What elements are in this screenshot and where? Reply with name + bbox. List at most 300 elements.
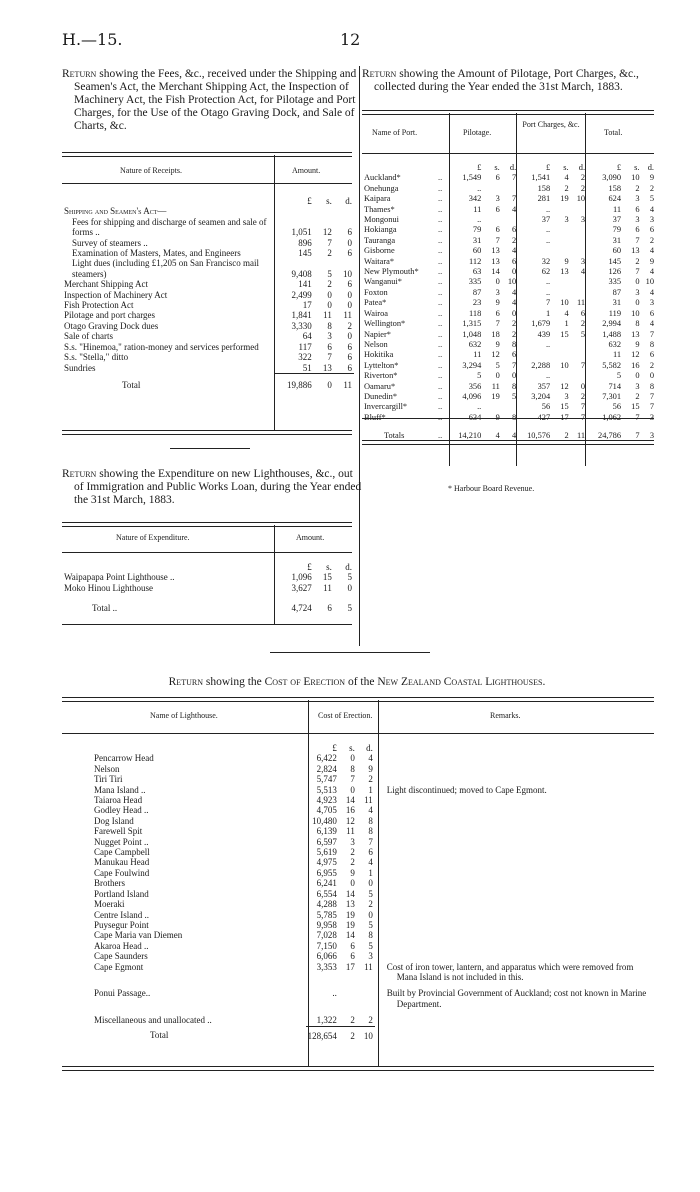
pil-row-leader: .. xyxy=(438,246,443,256)
fees-row-pence: 6 xyxy=(347,352,352,363)
expenditure-col-amount: Amount. xyxy=(296,533,325,542)
fees-row xyxy=(62,310,354,320)
pil-row-p-2: 6 xyxy=(512,225,517,235)
pil-row-port: Auckland* xyxy=(364,173,401,183)
fees-row-pence: 10 xyxy=(343,268,352,279)
lh-row-pounds: .. xyxy=(332,988,337,999)
pil-row-leader: .. xyxy=(438,287,443,297)
lh-row-gap xyxy=(375,910,385,920)
lh-currency-row xyxy=(92,743,654,753)
pil-row-p-2: 0 xyxy=(512,267,517,277)
pil-row-p-1: 6 xyxy=(495,308,500,318)
pil-row-t-2: 8 xyxy=(649,381,654,391)
pil-row-p-2: 2 xyxy=(512,319,517,329)
pil-row-c-1 xyxy=(552,340,571,350)
pil-row-p-2: 2 xyxy=(512,329,517,339)
lh-currency-2: d. xyxy=(366,743,373,753)
fees-row-shillings: 0 xyxy=(327,300,332,311)
pil-row-t-0: 87 xyxy=(612,287,622,297)
pil-row-c-2: 7 xyxy=(580,360,586,370)
lh-row-name: Ponui Passage.. xyxy=(94,988,151,999)
pil-row-c-1: 19 xyxy=(560,194,569,204)
pil-row-p-1: 6 xyxy=(495,225,500,235)
pil-totals-label: Totals xyxy=(384,431,405,441)
fees-row-shillings: 5 xyxy=(327,268,332,279)
pil-row-p-0: 87 xyxy=(472,287,482,297)
pil-row xyxy=(362,319,656,329)
lh-row xyxy=(92,826,654,836)
lh-row-gap xyxy=(375,889,385,899)
lh-row-remark: Built by Provincial Government of Auckland; cost not known in Marine Department. xyxy=(386,988,647,1009)
lh-row-pounds: 5,785 xyxy=(316,909,337,920)
lh-row-name: Tiri Tiri xyxy=(94,774,123,785)
lh-row xyxy=(92,774,654,784)
lh-row-pence: 4 xyxy=(368,857,373,868)
pilotage-col-port-charges: Port Charges, &c. xyxy=(522,120,580,129)
lh-row xyxy=(92,753,654,763)
pil-row-leader: .. xyxy=(438,391,443,401)
lh-row-pounds: 7,150 xyxy=(316,940,337,951)
lh-currency-0: £ xyxy=(332,743,337,753)
pil-row-t-2: 6 xyxy=(649,350,654,360)
lh-row xyxy=(92,857,654,867)
lighthouse-col-cost: Cost of Erection. xyxy=(318,711,373,720)
pil-row-p-2 xyxy=(502,215,518,225)
lh-row-pounds: 6,597 xyxy=(316,836,337,847)
lh-row-pence: 7 xyxy=(368,836,373,847)
exp-currency-2: d. xyxy=(345,562,352,572)
lh-row-remark xyxy=(385,805,654,815)
lh-row xyxy=(92,816,654,826)
exp-total-pounds: 4,724 xyxy=(291,603,312,614)
lh-row xyxy=(92,878,654,888)
lh-row-gap xyxy=(375,868,385,878)
exp-total-row xyxy=(62,593,354,613)
pil-row xyxy=(362,330,656,340)
column-divider xyxy=(359,66,360,646)
pil-currency-1-2: d. xyxy=(578,163,586,172)
pil-row-t-0: 11 xyxy=(612,350,622,360)
lh-row-pence: 9 xyxy=(368,763,373,774)
pil-row-c-2 xyxy=(571,340,587,350)
pil-row xyxy=(362,225,656,235)
pil-row-c-0: 32 xyxy=(541,256,551,266)
lh-total-label: Total xyxy=(150,1030,169,1041)
pil-row-t-0: 624 xyxy=(608,194,622,204)
fees-row-shillings: 3 xyxy=(327,331,332,342)
lh-row-shillings: 6 xyxy=(350,951,355,962)
pil-row-c-2: 3 xyxy=(580,215,586,225)
pil-row-p-1: 0 xyxy=(495,277,500,287)
pil-row xyxy=(362,350,656,360)
pil-row-c-1: 2 xyxy=(564,183,569,193)
fees-row xyxy=(62,217,354,238)
pil-row-p-1: 5 xyxy=(495,360,500,370)
lh-row xyxy=(92,899,654,909)
pil-totals-t-2: 3 xyxy=(649,431,654,441)
pil-row-p-2: 7 xyxy=(512,360,517,370)
lh-row-gap xyxy=(375,795,385,805)
pil-row-c-2 xyxy=(571,246,587,256)
lh-row-pence: 5 xyxy=(368,888,373,899)
lh-row-pence: 2 xyxy=(368,774,373,785)
pil-row-port: Waitara* xyxy=(364,256,395,266)
pil-row-t-2: 3 xyxy=(649,298,654,308)
pilotage-totals-rule xyxy=(362,418,654,419)
pil-currency-0-1: s. xyxy=(494,163,500,172)
pil-row-c-0: 56 xyxy=(541,402,551,412)
fees-row-pounds: 17 xyxy=(302,300,312,311)
lh-row-pounds: 6,554 xyxy=(316,888,337,899)
lh-row-pence: 8 xyxy=(368,815,373,826)
pil-row-p-2 xyxy=(502,402,518,412)
pil-row-c-0: 62 xyxy=(541,267,551,277)
lh-row-name: Moeraki xyxy=(94,899,125,910)
pil-row-t-1: 10 xyxy=(631,308,640,318)
pil-row-p-0: 1,315 xyxy=(462,319,482,329)
fees-currency-2: d. xyxy=(345,196,352,206)
lh-row xyxy=(92,889,654,899)
pil-row-t-1: 9 xyxy=(635,339,640,349)
fees-row-pence: 6 xyxy=(347,279,352,290)
pil-row-t-2: 6 xyxy=(649,308,654,318)
pil-row-leader: .. xyxy=(438,298,443,308)
pil-row-port: Wanganui* xyxy=(364,277,402,287)
pil-row-p-0: 79 xyxy=(472,225,482,235)
pil-row-c-1: 4 xyxy=(564,173,569,183)
pil-row-t-2: 9 xyxy=(649,173,654,183)
pil-row-leader: .. xyxy=(438,371,443,381)
lh-row-pence: 0 xyxy=(368,909,373,920)
pil-row-p-1 xyxy=(483,184,502,194)
pil-row-p-0: 1,048 xyxy=(462,329,482,339)
pil-row-c-0: 439 xyxy=(537,329,551,339)
expenditure-table xyxy=(62,562,354,614)
fees-row-pounds: 64 xyxy=(302,331,312,342)
lh-row-gap xyxy=(375,753,385,763)
lh-row xyxy=(92,910,654,920)
lh-row-remark xyxy=(385,1009,654,1026)
fees-row-shillings: 2 xyxy=(327,248,332,259)
exp-currency-row xyxy=(62,562,354,572)
exp-total-label: Total .. xyxy=(92,603,118,614)
lh-row-remark xyxy=(385,941,654,951)
fees-row-pence: 2 xyxy=(347,320,352,331)
lh-row-remark: Light discontinued; moved to Cape Egmont. xyxy=(386,784,547,795)
lh-row xyxy=(92,837,654,847)
fees-row xyxy=(62,352,354,362)
expenditure-top-rule xyxy=(62,522,352,527)
fees-row-pounds: 9,408 xyxy=(291,268,312,279)
pil-row xyxy=(362,288,656,298)
lh-row-pence: 8 xyxy=(368,826,373,837)
fees-row-pounds: 322 xyxy=(298,352,312,363)
pil-row xyxy=(362,184,656,194)
lh-row-pence: 6 xyxy=(368,847,373,858)
lh-row-pounds: 5,747 xyxy=(316,774,337,785)
pil-row-c-0 xyxy=(518,246,552,256)
fees-total-pence: 11 xyxy=(334,373,354,390)
pilotage-top-rule xyxy=(362,110,654,115)
pil-row-leader: .. xyxy=(438,267,443,277)
pil-row-t-1: 3 xyxy=(635,194,640,204)
exp-row-pounds: 1,096 xyxy=(291,572,312,583)
pil-row-p-1: 6 xyxy=(495,204,500,214)
lh-row-remark xyxy=(385,889,654,899)
fees-row-label: Survey of steamers .. xyxy=(72,237,148,248)
pil-row-c-2 xyxy=(571,350,587,360)
lighthouse-col-remarks: Remarks. xyxy=(490,711,521,720)
pil-row-p-1: 3 xyxy=(495,194,500,204)
pil-row-port: Gisborne xyxy=(364,246,395,256)
lh-row-remark: Cost of iron tower, lantern, and apparatus which were removed from Mana Island is not included in this. xyxy=(386,961,634,982)
lh-row-gap xyxy=(375,847,385,857)
pil-row-c-2: 2 xyxy=(580,391,586,401)
lh-row-name: Akaroa Head .. xyxy=(94,940,149,951)
lh-row-remark xyxy=(385,930,654,940)
pilotage-title: Return showing the Amount of Pilotage, Port Charges, &c., collected during the Year ended the 31st March, 1883. xyxy=(362,68,639,93)
lh-row-shillings: 19 xyxy=(345,909,355,920)
exp-total-pence: 5 xyxy=(347,603,352,614)
fees-currency-0: £ xyxy=(307,196,312,206)
expenditure-col-nature: Nature of Expenditure. xyxy=(116,533,190,542)
pil-row-leader: .. xyxy=(438,225,443,235)
lh-row-remark xyxy=(385,795,654,805)
fees-top-rule xyxy=(62,152,352,157)
fees-row-label: Sundries xyxy=(64,362,96,373)
exp-row-shillings: 11 xyxy=(323,582,332,593)
pil-row-p-1: 6 xyxy=(495,173,500,183)
pil-row-c-2: 4 xyxy=(580,267,586,277)
pil-row-t-2: 7 xyxy=(649,391,654,401)
pil-row-p-2: 0 xyxy=(512,371,517,381)
pil-row-p-0: 112 xyxy=(469,256,482,266)
pil-row-p-1: 7 xyxy=(495,319,500,329)
exp-row-label: Moko Hinou Lighthouse xyxy=(64,582,153,593)
pil-row-port: New Plymouth* xyxy=(364,267,419,277)
pil-currency-2-2: d. xyxy=(647,163,654,172)
pil-row-c-1 xyxy=(552,205,571,215)
pil-row-p-2: 4 xyxy=(512,287,517,297)
fees-row xyxy=(62,290,354,300)
pil-row-p-1: 12 xyxy=(491,350,500,360)
lh-row-gap xyxy=(375,764,385,774)
exp-row-pounds: 3,627 xyxy=(291,582,312,593)
expenditure-title: Return showing the Expenditure on new Lighthouses, &c., out of Immigration and Public Works Loan, during the Year ended the 31st March, 1883. xyxy=(62,468,362,506)
pil-row-t-0: 1,488 xyxy=(602,329,622,339)
lh-row-shillings: 14 xyxy=(345,795,355,806)
pil-row-leader: .. xyxy=(438,277,443,287)
lh-row-pounds: 4,288 xyxy=(316,899,337,910)
pil-row-t-2: 4 xyxy=(649,287,654,297)
fees-row-pence: 6 xyxy=(347,227,352,238)
lh-row-shillings: 17 xyxy=(345,961,355,972)
pil-row xyxy=(362,382,656,392)
pil-row-leader: .. xyxy=(438,381,443,391)
exp-row-shillings: 15 xyxy=(322,572,332,583)
lh-row xyxy=(92,847,654,857)
lh-total-pence: 10 xyxy=(357,1026,375,1041)
pil-row-t-2: 2 xyxy=(649,183,654,193)
fees-header-rule xyxy=(62,183,352,184)
pil-row-port: Hokianga xyxy=(364,225,397,235)
pil-row-port: Thames* xyxy=(364,204,395,214)
fees-total-pounds: 19,886 xyxy=(275,373,313,390)
fees-row-pence: 6 xyxy=(347,362,352,373)
pil-row-t-2: 10 xyxy=(645,277,654,287)
pil-row-t-1: 3 xyxy=(635,381,640,391)
lh-row-pounds: 9,958 xyxy=(316,919,337,930)
pil-row-c-1: 1 xyxy=(564,319,569,329)
pil-row-c-0: 281 xyxy=(537,194,551,204)
lh-row-pounds: 4,923 xyxy=(316,795,337,806)
pil-row-leader: .. xyxy=(438,215,443,225)
pil-row xyxy=(362,371,656,381)
lh-row-shillings: 12 xyxy=(345,815,355,826)
lh-total-row xyxy=(92,1026,654,1041)
lighthouse-table xyxy=(92,743,654,1041)
pil-row-c-2 xyxy=(571,288,587,298)
pil-row-c-0: 3,204 xyxy=(531,391,551,401)
lh-row-name: Portland Island xyxy=(94,888,149,899)
lh-row-pence: 2 xyxy=(368,1015,373,1026)
lh-row-shillings: 2 xyxy=(350,847,355,858)
pil-currency-blank xyxy=(362,163,436,173)
pil-row-p-2: 6 xyxy=(512,350,517,360)
fees-row-label: S.s. "Hinemoa," ration-money and services performed xyxy=(64,341,259,352)
pil-row xyxy=(362,215,656,225)
lh-row-remark xyxy=(385,837,654,847)
lh-row-shillings: 9 xyxy=(350,867,355,878)
lh-row-remark xyxy=(385,774,654,784)
lh-row-shillings: 3 xyxy=(350,836,355,847)
pil-row-t-1: 0 xyxy=(635,277,640,287)
lh-row-pounds: 6,241 xyxy=(316,878,337,889)
fees-row-label: Pilotage and port charges xyxy=(64,310,156,321)
lh-row-name: Centre Island .. xyxy=(94,909,149,920)
pil-row-t-0: 335 xyxy=(608,277,622,287)
pil-row-c-0: 1,541 xyxy=(531,173,551,183)
lh-row-pounds: 7,028 xyxy=(316,930,337,941)
fees-row xyxy=(62,238,354,248)
pil-row-p-0: 632 xyxy=(468,339,482,349)
pilotage-col-pilotage: Pilotage. xyxy=(463,128,492,137)
fees-row-shillings: 12 xyxy=(322,227,332,238)
pil-row-c-0: 1,679 xyxy=(531,319,551,329)
lh-row-gap xyxy=(375,930,385,940)
pil-row-c-2 xyxy=(571,277,587,287)
lh-row-name: Nelson xyxy=(94,763,120,774)
pil-row-t-2: 6 xyxy=(649,225,654,235)
lh-row-gap xyxy=(375,837,385,847)
fees-row-shillings: 7 xyxy=(327,237,332,248)
pil-row xyxy=(362,277,656,287)
pil-row-port: Lyttelton* xyxy=(364,360,399,370)
pil-currency-2-0: £ xyxy=(616,163,622,172)
lh-row-shillings: 19 xyxy=(345,919,355,930)
pil-totals-leader: .. xyxy=(438,431,443,441)
pil-row-p-0: .. xyxy=(477,215,482,225)
pil-row-c-1: 10 xyxy=(560,360,569,370)
lh-row-name: Cape Foulwind xyxy=(94,867,150,878)
pil-row-leader: .. xyxy=(438,173,443,183)
lh-row-pounds: 4,975 xyxy=(316,857,337,868)
pil-row-p-2: 2 xyxy=(512,235,517,245)
pil-row-t-0: 11 xyxy=(612,204,622,214)
fees-row-pence: 6 xyxy=(347,341,352,352)
pil-row-leader: .. xyxy=(438,339,443,349)
fees-row-label: S.s. "Stella," ditto xyxy=(64,352,129,363)
pil-row-c-1: 15 xyxy=(560,402,569,412)
pil-row-c-2: 7 xyxy=(580,402,586,412)
lh-row-pounds: 5,513 xyxy=(316,784,337,795)
pil-row-p-1: 9 xyxy=(495,298,500,308)
pil-row-port: Wellington* xyxy=(364,319,406,329)
lh-row xyxy=(92,1009,654,1026)
lh-row-shillings: 0 xyxy=(350,784,355,795)
pil-row xyxy=(362,236,656,246)
lh-row-pounds: 1,322 xyxy=(316,1015,337,1026)
pil-row-port: Napier* xyxy=(364,329,391,339)
pil-row-c-1 xyxy=(552,246,571,256)
pil-row-t-0: 37 xyxy=(612,215,622,225)
pil-row-p-2: 7 xyxy=(512,194,517,204)
pil-row-leader: .. xyxy=(438,194,443,204)
fees-row-shillings: 13 xyxy=(322,362,332,373)
pil-row-c-1 xyxy=(552,225,571,235)
pil-row-p-1: 14 xyxy=(491,267,500,277)
pil-row-t-1: 3 xyxy=(635,287,640,297)
pil-row-p-2: 4 xyxy=(512,246,517,256)
pil-row-t-2: 0 xyxy=(649,371,654,381)
exp-currency-0: £ xyxy=(307,562,312,572)
fees-row-label: Inspection of Machinery Act xyxy=(64,289,168,300)
pil-row-p-2: 8 xyxy=(512,339,517,349)
pil-row-p-0: 4,096 xyxy=(462,391,482,401)
fees-row xyxy=(62,342,354,352)
pil-row-c-2 xyxy=(571,371,587,381)
lh-row-pence: 8 xyxy=(368,930,373,941)
lh-row-gap xyxy=(375,941,385,951)
pil-row-t-2: 2 xyxy=(649,360,654,370)
pil-totals-t-0: 24,786 xyxy=(598,431,622,441)
fees-row-label: Otago Graving Dock dues xyxy=(64,320,159,331)
pil-row-t-2: 4 xyxy=(649,246,654,256)
lh-row-shillings: 0 xyxy=(350,878,355,889)
exp-total-shillings: 6 xyxy=(327,603,332,614)
lh-row xyxy=(92,941,654,951)
pil-row-p-1: 11 xyxy=(491,381,500,391)
fees-row-pounds: 2,499 xyxy=(291,289,312,300)
pil-row-port: Patea* xyxy=(364,298,387,308)
pil-row-t-1: 0 xyxy=(635,371,640,381)
pil-row-p-1: 13 xyxy=(491,246,500,256)
lh-row xyxy=(92,920,654,930)
fees-row-pounds: 3,330 xyxy=(291,320,312,331)
lighthouse-title: Return showing the Cost of Erection of the New Zealand Coastal Lighthouses. xyxy=(168,676,546,688)
lh-row-name: Brothers xyxy=(94,878,125,889)
pil-row-p-0: 118 xyxy=(469,308,482,318)
pil-row-c-0: .. xyxy=(545,225,551,235)
pil-row-t-0: 5,582 xyxy=(602,360,622,370)
fees-row-pounds: 1,051 xyxy=(291,227,312,238)
fees-row-shillings: 2 xyxy=(327,279,332,290)
pil-row-p-0: 3,294 xyxy=(462,360,482,370)
lh-row-gap xyxy=(375,805,385,815)
lh-row xyxy=(92,785,654,795)
fees-row xyxy=(62,321,354,331)
fees-row-shillings: 7 xyxy=(327,352,332,363)
